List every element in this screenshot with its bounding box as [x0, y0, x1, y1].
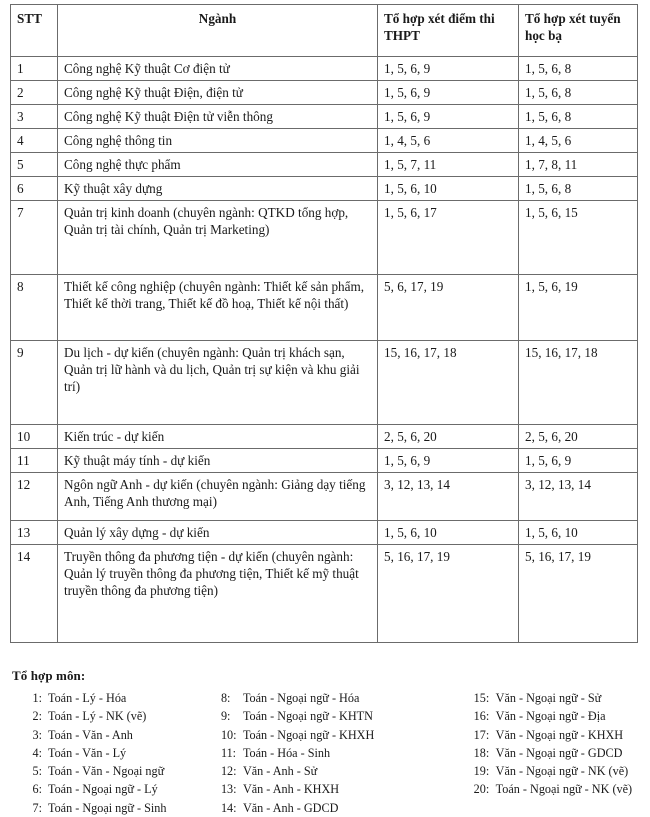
column-header-thpt: Tổ hợp xét điểm thi THPT: [378, 5, 519, 57]
legend-item: [221, 707, 398, 725]
cell-stt: 7: [11, 201, 58, 275]
cell-nganh: Công nghệ thực phẩm: [58, 153, 378, 177]
cell-hocba: 1, 7, 8, 11: [519, 153, 638, 177]
legend-item-number: 3:: [32, 727, 42, 742]
legend-item-text: Văn - Ngoại ngữ - Sử: [495, 691, 602, 705]
legend-item-text: Văn - Ngoại ngữ - NK (vẽ): [495, 764, 629, 779]
cell-stt: 3: [11, 105, 58, 129]
legend-item-number: 11:: [220, 745, 237, 760]
cell-stt: 8: [11, 275, 58, 341]
cell-nganh: Quản lý xây dựng - dự kiến: [58, 521, 378, 545]
cell-nganh: Công nghệ Kỹ thuật Cơ điện tử: [58, 57, 378, 81]
cell-stt: 5: [11, 153, 58, 177]
cell-hocba: 5, 16, 17, 19: [519, 545, 638, 643]
cell-stt: 10: [11, 425, 58, 449]
legend-item-number: 2:: [32, 709, 42, 724]
cell-nganh: Quản trị kinh doanh (chuyên ngành: QTKD tổng hợp, Quản trị tài chính, Quản trị Marketing): [58, 201, 378, 275]
table-row: [11, 473, 638, 521]
cell-thpt: 1, 5, 7, 11: [378, 153, 519, 177]
legend-item-number: 4:: [32, 745, 42, 760]
cell-nganh: Truyền thông đa phương tiện - dự kiến (chuyên ngành: Quản lý truyền thông đa phương tiện, Thiết kế mỹ thuật truyền thông đa phương tiện): [58, 545, 378, 643]
legend-item-number: 8:: [220, 691, 231, 705]
legend-item-number: 12:: [220, 764, 237, 779]
cell-hocba: 1, 5, 6, 8: [519, 177, 638, 201]
cell-thpt: 1, 5, 6, 9: [378, 105, 519, 129]
cell-thpt: 1, 5, 6, 17: [378, 201, 519, 275]
table-row: [11, 105, 638, 129]
legend-item-text: Toán - Hóa - Sinh: [242, 745, 331, 760]
legend-item: [221, 780, 398, 798]
legend-item-number: 6:: [32, 782, 42, 797]
legend-item-text: Văn - Anh - Sử: [242, 764, 318, 779]
legend-item-number: 19:: [473, 764, 490, 779]
table-row: [11, 177, 638, 201]
legend-item: [474, 726, 642, 744]
legend-column-1: [12, 689, 207, 817]
legend-item-text: Toán - Ngoại ngữ - KHTN: [242, 709, 373, 724]
table-header: [11, 5, 638, 57]
legend-item-text: Toán - Ngoại ngữ - Hóa: [242, 691, 360, 705]
cell-nganh: Du lịch - dự kiến (chuyên ngành: Quản trị khách sạn, Quản trị lữ hành và du lịch, Quản trị sự kiện và khu giải trí): [58, 341, 378, 425]
legend-item-number: 20:: [473, 782, 490, 797]
legend-column-2: [207, 689, 398, 817]
legend-item-text: Văn - Anh - KHXH: [242, 782, 340, 797]
cell-hocba: 1, 5, 6, 8: [519, 81, 638, 105]
cell-hocba: 1, 5, 6, 10: [519, 521, 638, 545]
legend-item: [26, 689, 207, 707]
cell-stt: 6: [11, 177, 58, 201]
legend-item: [26, 726, 207, 744]
legend-item-text: Toán - Văn - Anh: [48, 727, 133, 742]
cell-stt: 13: [11, 521, 58, 545]
cell-nganh: Kỹ thuật xây dựng: [58, 177, 378, 201]
legend-item: [474, 744, 642, 762]
cell-hocba: 1, 5, 6, 15: [519, 201, 638, 275]
cell-stt: 2: [11, 81, 58, 105]
table-row: [11, 425, 638, 449]
cell-nganh: Kiến trúc - dự kiến: [58, 425, 378, 449]
legend-item-number: 17:: [473, 727, 490, 742]
cell-thpt: 5, 6, 17, 19: [378, 275, 519, 341]
cell-nganh: Ngôn ngữ Anh - dự kiến (chuyên ngành: Giảng dạy tiếng Anh, Tiếng Anh thương mại): [58, 473, 378, 521]
admission-majors-table: [10, 4, 638, 643]
legend-item: [26, 799, 207, 817]
legend-item-number: 18:: [473, 745, 490, 760]
cell-thpt: 5, 16, 17, 19: [378, 545, 519, 643]
column-header-nganh: Ngành: [58, 5, 378, 57]
cell-nganh: Công nghệ thông tin: [58, 129, 378, 153]
table-row: [11, 521, 638, 545]
table-row: [11, 449, 638, 473]
cell-hocba: 1, 5, 6, 9: [519, 449, 638, 473]
legend-item: [474, 689, 642, 707]
subject-combination-legend: [12, 668, 642, 817]
legend-item-number: 9:: [220, 709, 231, 724]
cell-hocba: 1, 5, 6, 19: [519, 275, 638, 341]
legend-item-number: 15:: [473, 691, 490, 705]
column-header-hocba: Tổ hợp xét tuyển học bạ: [519, 5, 638, 57]
cell-thpt: 1, 5, 6, 9: [378, 449, 519, 473]
cell-nganh: Kỹ thuật máy tính - dự kiến: [58, 449, 378, 473]
cell-nganh: Công nghệ Kỹ thuật Điện, điện tử: [58, 81, 378, 105]
cell-hocba: 1, 4, 5, 6: [519, 129, 638, 153]
table-row: [11, 153, 638, 177]
cell-hocba: 2, 5, 6, 20: [519, 425, 638, 449]
cell-hocba: 15, 16, 17, 18: [519, 341, 638, 425]
legend-item-text: Văn - Ngoại ngữ - KHXH: [495, 727, 624, 742]
legend-item-number: 5:: [32, 764, 42, 779]
cell-hocba: 1, 5, 6, 8: [519, 105, 638, 129]
cell-thpt: 1, 5, 6, 9: [378, 57, 519, 81]
legend-item-number: 13:: [220, 782, 237, 797]
legend-item-number: 1:: [32, 691, 42, 705]
legend-item-text: Văn - Ngoại ngữ - Địa: [495, 709, 606, 724]
cell-stt: 11: [11, 449, 58, 473]
cell-stt: 14: [11, 545, 58, 643]
cell-stt: 1: [11, 57, 58, 81]
cell-nganh: Công nghệ Kỹ thuật Điện tử viễn thông: [58, 105, 378, 129]
table-row: [11, 545, 638, 643]
legend-item: [26, 780, 207, 798]
legend-item: [474, 762, 642, 780]
cell-stt: 9: [11, 341, 58, 425]
table-body: [11, 57, 638, 643]
legend-item-text: Toán - Ngoại ngữ - Lý: [48, 782, 158, 797]
legend-title: Tổ hợp môn:: [12, 668, 86, 683]
cell-thpt: 1, 5, 6, 9: [378, 81, 519, 105]
legend-item-number: 7:: [32, 800, 42, 815]
legend-item-text: Toán - Ngoại ngữ - NK (vẽ): [495, 782, 633, 797]
column-header-stt: STT: [11, 5, 58, 57]
table-row: [11, 129, 638, 153]
legend-item-text: Toán - Văn - Ngoại ngữ: [48, 764, 165, 779]
legend-column-3: [398, 689, 642, 799]
table-header-row: [11, 5, 638, 57]
legend-item-text: Toán - Văn - Lý: [48, 745, 127, 760]
legend-item: [221, 726, 398, 744]
cell-hocba: 1, 5, 6, 8: [519, 57, 638, 81]
legend-item-text: Toán - Lý - NK (vẽ): [48, 709, 147, 724]
table-row: [11, 57, 638, 81]
legend-item-number: 14:: [220, 800, 237, 815]
legend-item: [474, 707, 642, 725]
cell-hocba: 3, 12, 13, 14: [519, 473, 638, 521]
legend-item-number: 10:: [220, 727, 237, 742]
legend-item: [221, 744, 398, 762]
legend-item-text: Văn - Anh - GDCD: [242, 800, 339, 815]
table-row: [11, 81, 638, 105]
legend-item-text: Văn - Ngoại ngữ - GDCD: [495, 745, 623, 760]
legend-item-text: Toán - Ngoại ngữ - KHXH: [242, 727, 375, 742]
legend-item: [26, 707, 207, 725]
legend-item: [26, 762, 207, 780]
table-row: [11, 275, 638, 341]
legend-item-text: Toán - Ngoại ngữ - Sinh: [48, 800, 167, 815]
cell-stt: 12: [11, 473, 58, 521]
table-row: [11, 201, 638, 275]
legend-columns: [12, 689, 642, 817]
cell-stt: 4: [11, 129, 58, 153]
cell-thpt: 1, 4, 5, 6: [378, 129, 519, 153]
legend-item: [221, 799, 398, 817]
cell-thpt: 2, 5, 6, 20: [378, 425, 519, 449]
cell-thpt: 3, 12, 13, 14: [378, 473, 519, 521]
cell-nganh: Thiết kế công nghiệp (chuyên ngành: Thiết kế sản phẩm, Thiết kế thời trang, Thiết kế đồ hoạ, Thiết kế nội thất): [58, 275, 378, 341]
cell-thpt: 1, 5, 6, 10: [378, 177, 519, 201]
cell-thpt: 15, 16, 17, 18: [378, 341, 519, 425]
cell-thpt: 1, 5, 6, 10: [378, 521, 519, 545]
legend-item: [26, 744, 207, 762]
legend-item: [221, 689, 398, 707]
legend-item: [221, 762, 398, 780]
table-row: [11, 341, 638, 425]
legend-item-number: 16:: [473, 709, 490, 724]
legend-item: [474, 780, 642, 798]
legend-item-text: Toán - Lý - Hóa: [48, 691, 127, 705]
